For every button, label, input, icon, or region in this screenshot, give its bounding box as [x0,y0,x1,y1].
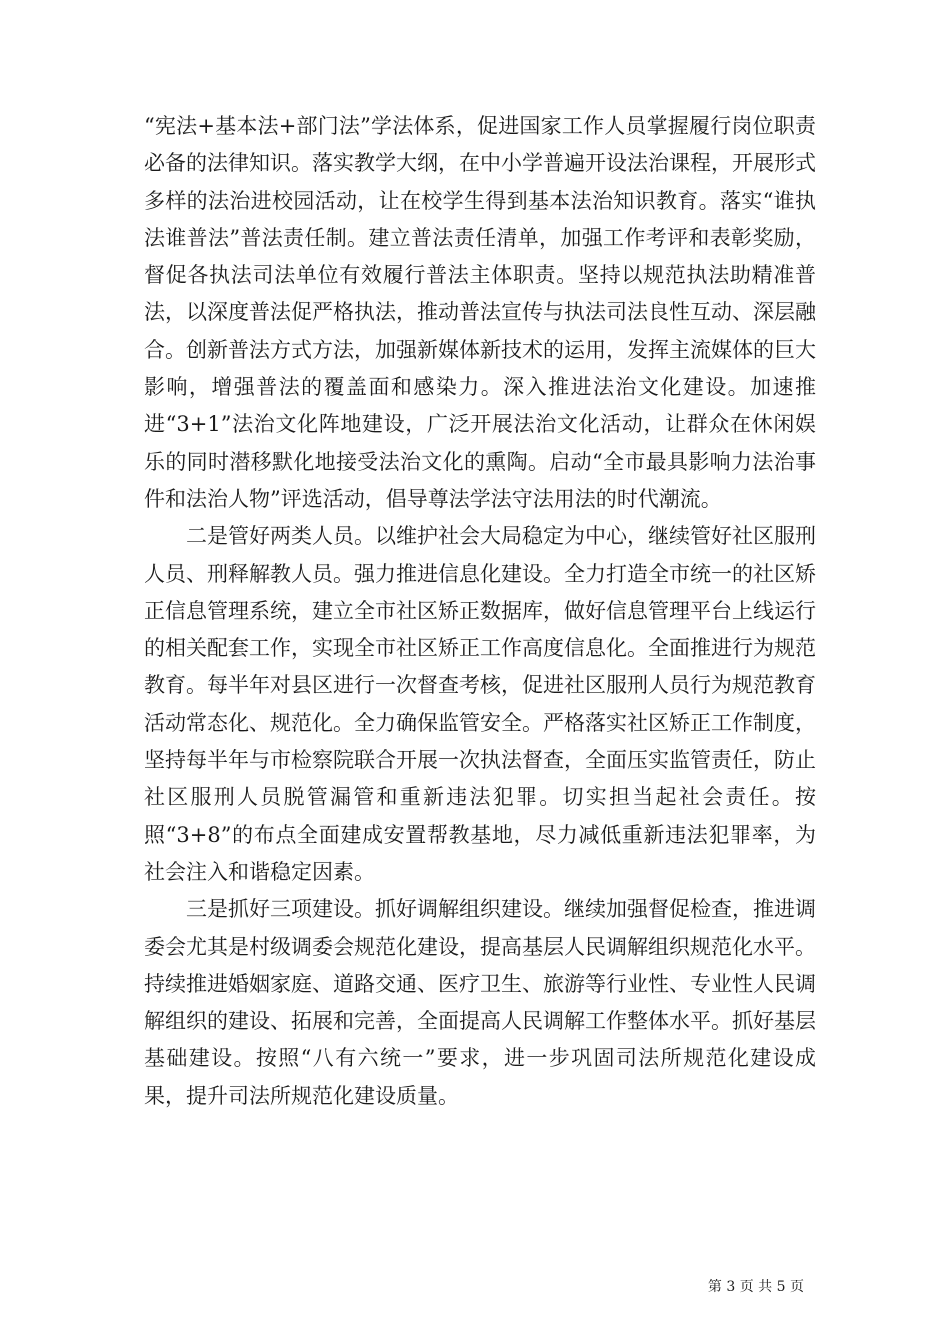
page-number-footer: 第 3 页 共 5 页 [707,1279,804,1295]
document-body [144,108,816,1115]
paragraph-3: 三是抓好三项建设。抓好调解组织建设。继续加强督促检查，推进调委会尤其是村级调委会规范化建设，提高基层人民调解组织规范化水平。持续推进婚姻家庭、道路交通、医疗卫生、旅游等行业性、专业性人民调解组织的建设、拓展和完善，全面提高人民调解工作整体水平。抓好基层基础建设。按照“八有六统一”要求，进一步巩固司法所规范化建设成果，提升司法所规范化建设质量。 [144,897,816,1108]
paragraph-2: 二是管好两类人员。以维护社会大局稳定为中心，继续管好社区服刑人员、刑释解教人员。强力推进信息化建设。全力打造全市统一的社区矫正信息管理系统，建立全市社区矫正数据库，做好信息管理平台上线运行的相关配套工作，实现全市社区矫正工作高度信息化。全面推进行为规范教育。每半年对县区进行一次督查考核，促进社区服刑人员行为规范教育活动常态化、规范化。全力确保监管安全。严格落实社区矫正工作制度，坚持每半年与市检察院联合开展一次执法督查，全面压实监管责任，防止社区服刑人员脱管漏管和重新违法犯罪。切实担当起社会责任。按照“3+8”的布点全面建成安置帮教基地，尽力减低重新违法犯罪率，为社会注入和谐稳定因素。 [144,524,816,884]
paragraph-1: “宪法+基本法+部门法”学法体系，促进国家工作人员掌握履行岗位职责必备的法律知识。落实教学大纲，在中小学普遍开设法治课程，开展形式多样的法治进校园活动，让在校学生得到基本法治知识教育。落实“谁执法谁普法”普法责任制。建立普法责任清单，加强工作考评和表彰奖励，督促各执法司法单位有效履行普法主体职责。坚持以规范执法助精准普法，以深度普法促严格执法，推动普法宣传与执法司法良性互动、深层融合。创新普法方式方法，加强新媒体新技术的运用，发挥主流媒体的巨大影响，增强普法的覆盖面和感染力。深入推进法治文化建设。加速推进“3+1”法治文化阵地建设，广泛开展法治文化活动，让群众在休闲娱乐的同时潜移默化地接受法治文化的熏陶。启动“全市最具影响力法治事件和法治人物”评选活动，倡导尊法学法守法用法的时代潮流。 [144,114,816,511]
